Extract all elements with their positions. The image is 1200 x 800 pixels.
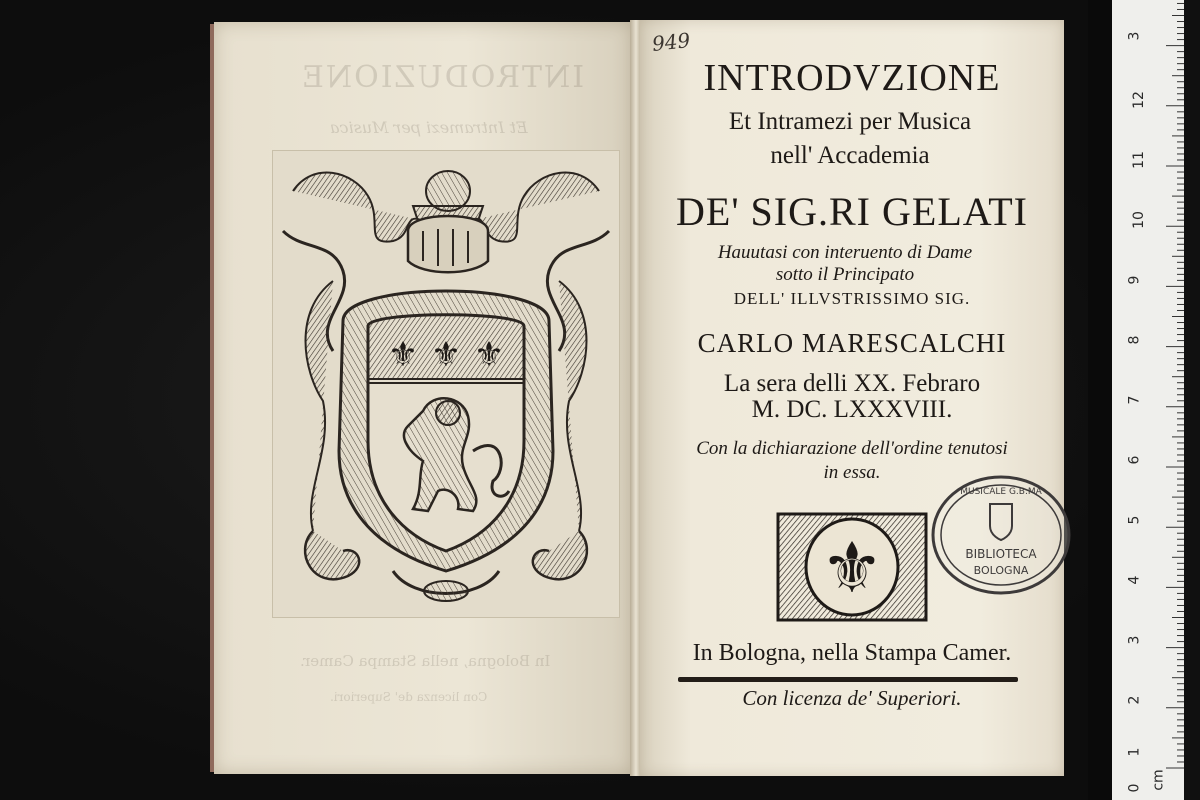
fleur-de-lis-icon: ⚜ [430, 335, 462, 375]
bleed-through-imprint: In Bologna, nella Stampa Camer. [300, 652, 551, 670]
horizontal-rule [678, 677, 1018, 682]
declaration-line-1: Con la dichiarazione dell'ordine tenutosi [696, 438, 1008, 459]
ruler-shadow [1088, 0, 1112, 800]
imprint: In Bologna, nella Stampa Camer. [692, 640, 1012, 666]
ruler-edge [1184, 0, 1200, 800]
fleur-de-lis-icon: ⚜ [387, 335, 419, 375]
fleur-de-lis-icon: ⚜ [473, 335, 505, 375]
year-line: M. DC. LXXXVIII. [751, 396, 953, 423]
stamp-line-1: BIBLIOTECA [965, 547, 1037, 561]
coat-of-arms-engraving [272, 150, 620, 618]
patron-title: DELL' ILLVSTRISSIMO SIG. [733, 289, 971, 308]
ruler-tick-label: 8 [1126, 335, 1143, 345]
ruler-unit-label: cm [1150, 769, 1167, 791]
ruler-tick-label: 10 [1130, 211, 1147, 229]
license-line: Con licenza de' Superiori. [742, 686, 962, 710]
bleed-through-license: Con licenza de' Superiori. [330, 690, 488, 704]
occasion-line-1: Hauutasi con interuento di Dame [717, 242, 973, 263]
ruler-tick-label: 5 [1126, 515, 1143, 525]
library-stamp [928, 470, 1074, 600]
title: INTRODVZIONE [703, 57, 1001, 99]
ruler-tick-label: 4 [1126, 575, 1143, 585]
printer-device-fleur-de-lis [768, 504, 936, 630]
stamp-line-2: BOLOGNA [973, 564, 1029, 577]
ruler-tick-label: 6 [1126, 455, 1143, 465]
measurement-ruler [1112, 0, 1184, 800]
ruler-tick-label: 12 [1130, 91, 1147, 109]
ruler-tick-label: 2 [1126, 695, 1143, 705]
academy-name: DE' SIG.RI GELATI [676, 189, 1028, 234]
ruler-tick-label: 9 [1126, 275, 1143, 285]
ruler-tick-label: 3 [1126, 31, 1143, 41]
ruler-tick-label: 3 [1126, 635, 1143, 645]
declaration-line-2: in essa. [823, 462, 881, 483]
subtitle-line-1: Et Intramezi per Musica [728, 108, 972, 135]
occasion-line-2: sotto il Principato [775, 264, 915, 285]
date-line: La sera delli XX. Febraro [723, 370, 981, 397]
ruler-tick-label: 1 [1126, 747, 1143, 757]
bleed-through-title: INTRODUZIONE [300, 60, 585, 95]
subtitle-line-2: nell' Accademia [770, 142, 930, 169]
ruler-tick-label: 7 [1126, 395, 1143, 405]
ruler-tick-label: 11 [1130, 151, 1147, 169]
stamp-top-text: MUSICALE G.B.MA [960, 487, 1042, 497]
fleur-de-lis-icon: ⚜ [820, 527, 884, 609]
handwritten-shelfmark: 949 [650, 28, 692, 56]
coat-of-arms-illustration [273, 151, 619, 617]
bleed-through-subtitle: Et Intramezi per Musica [330, 118, 528, 137]
patron-name: CARLO MARESCALCHI [697, 328, 1007, 358]
ruler-tick-label: 0 [1126, 783, 1143, 793]
